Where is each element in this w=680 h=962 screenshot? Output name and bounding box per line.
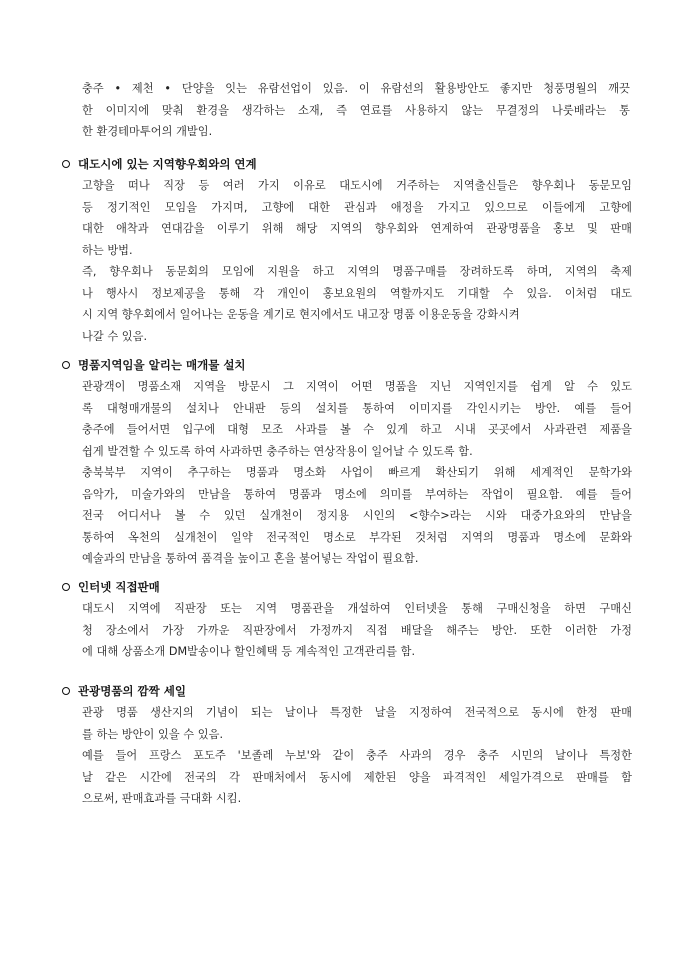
body-line: 충북북부 지역이 추구하는 명품과 명소화 사업이 빠르게 확산되기 위해 세계적인 문학가와 [82, 466, 632, 479]
body-line: 대도시 지역에 직판장 또는 지역 명품관을 개설하여 인터넷을 통해 구매신청을 하면 구매신 [82, 602, 632, 615]
intro-paragraph [82, 78, 630, 143]
body-line: 시 지역 향우회에서 일어나는 운동을 계기로 현지에서도 내고장 명품 이용운동을 강화시켜 [82, 308, 520, 321]
section-heading [62, 155, 632, 173]
body-line: 관광 명품 생산지의 기념이 되는 날이나 특정한 날을 지정하여 전국적으로 동시에 한정 판매 [82, 706, 632, 719]
body-line: 충주에 들어서면 입구에 대형 모조 사과를 볼 수 있게 하고 시내 곳곳에서 사과관련 제품을 [82, 423, 632, 436]
body-line: 즉, 향우회나 동문회의 모임에 지원을 하고 지역의 명품구매를 장려하도록 하며, 지역의 축제 [82, 265, 632, 278]
body-line: 를 하는 방안이 있을 수 있음. [82, 727, 224, 741]
section-landmark-installation [62, 356, 632, 570]
intro-line: 한 환경테마투어의 개발임. [82, 125, 213, 138]
body-line: 날 같은 시간에 전국의 각 판매처에서 동시에 제한된 양을 파격적인 세일가격으로 판매를 함 [82, 770, 632, 784]
body-line: 등 정기적인 모임을 가지며, 고향에 대한 관심과 애정을 가지고 있으므로 이들에게 고향에 [82, 200, 632, 214]
body-line: 쉽게 발견할 수 있도록 하여 사과하면 충주하는 연상작용이 일어날 수 있도록 함. [82, 444, 473, 458]
body-line: 전국 어디서나 볼 수 있던 실개천이 정지용 시인의 <향수>라는 시와 대중가요와의 만남을 [82, 509, 632, 522]
section-internet-sales [62, 578, 632, 663]
section-body [82, 175, 632, 347]
body-line: 나 행사시 정보제공을 통해 각 개인이 홍보요원의 역할까지도 기대할 수 있음. 이처럼 대도 [82, 286, 632, 300]
body-line: 대한 애착과 연대감을 이루기 위해 해당 지역의 향우회와 연계하여 관광명품을 홍보 및 판매 [82, 222, 632, 235]
circle-bullet-icon [62, 361, 70, 369]
circle-bullet-icon [62, 687, 70, 695]
intro-line: 한 이미지에 맞춰 환경을 생각하는 소재, 즉 연료를 사용하지 않는 무결정의 나룻배라는 통 [82, 103, 630, 117]
section-title: 대도시에 있는 지역향우회와의 연계 [78, 157, 257, 171]
section-title: 관광명품의 깜짝 세일 [78, 684, 186, 698]
body-line: 에 대해 상품소개 DM발송이나 할인혜택 등 계속적인 고객관리를 함. [82, 645, 416, 658]
section-hometown-association [62, 155, 632, 347]
section-body [82, 598, 632, 663]
body-line: 으로써, 판매효과를 극대화 시킴. [82, 792, 242, 805]
body-line: 예를 들어 프랑스 포도주 '보졸레 누보'와 같이 충주 사과의 경우 충주 시민의 날이나 특정한 [82, 749, 632, 762]
body-line: 음악가, 미술가와의 만남을 통하여 명품과 명소에 의미를 부여하는 작업이 필요함. 예를 들어 [82, 487, 632, 501]
body-line: 록 대형매개물의 설치나 안내판 등의 설치를 통하여 이미지를 각인시키는 방안. 예를 들어 [82, 401, 632, 415]
body-line: 나갈 수 있음. [82, 329, 148, 343]
section-heading [62, 682, 632, 700]
body-line: 관광객이 명품소재 지역을 방문시 그 지역이 어떤 명품을 지닌 지역인지를 쉽게 알 수 있도 [82, 380, 632, 393]
section-heading [62, 578, 632, 596]
body-line: 예술과의 만남을 통하여 품격을 높이고 혼을 불어넣는 작업이 필요함. [82, 552, 419, 565]
section-body [82, 376, 632, 570]
section-surprise-sale [62, 682, 632, 810]
intro-line: 충주 • 제천 • 단양을 잇는 유람선업이 있음. 이 유람선의 활용방안도 좋지만 청풍명월의 깨끗 [82, 82, 630, 95]
circle-bullet-icon [62, 160, 70, 168]
body-line: 청 장소에서 가장 가까운 직판장에서 가정까지 직접 배달을 해주는 방안. 또한 이러한 가정 [82, 623, 632, 637]
body-line: 하는 방법. [82, 243, 133, 257]
section-heading [62, 356, 632, 374]
body-line: 통하여 옥천의 실개천이 일약 전국적인 명소로 부각된 것처럼 지역의 명품과 명소에 문화와 [82, 530, 632, 544]
body-line: 고향을 떠나 직장 등 여러 가지 이유로 대도시에 거주하는 지역출신들은 향우회나 동문모임 [82, 179, 632, 192]
circle-bullet-icon [62, 583, 70, 591]
section-body [82, 702, 632, 810]
section-title: 인터넷 직접판매 [78, 580, 160, 594]
section-title: 명품지역임을 알리는 매개물 설치 [78, 358, 246, 372]
